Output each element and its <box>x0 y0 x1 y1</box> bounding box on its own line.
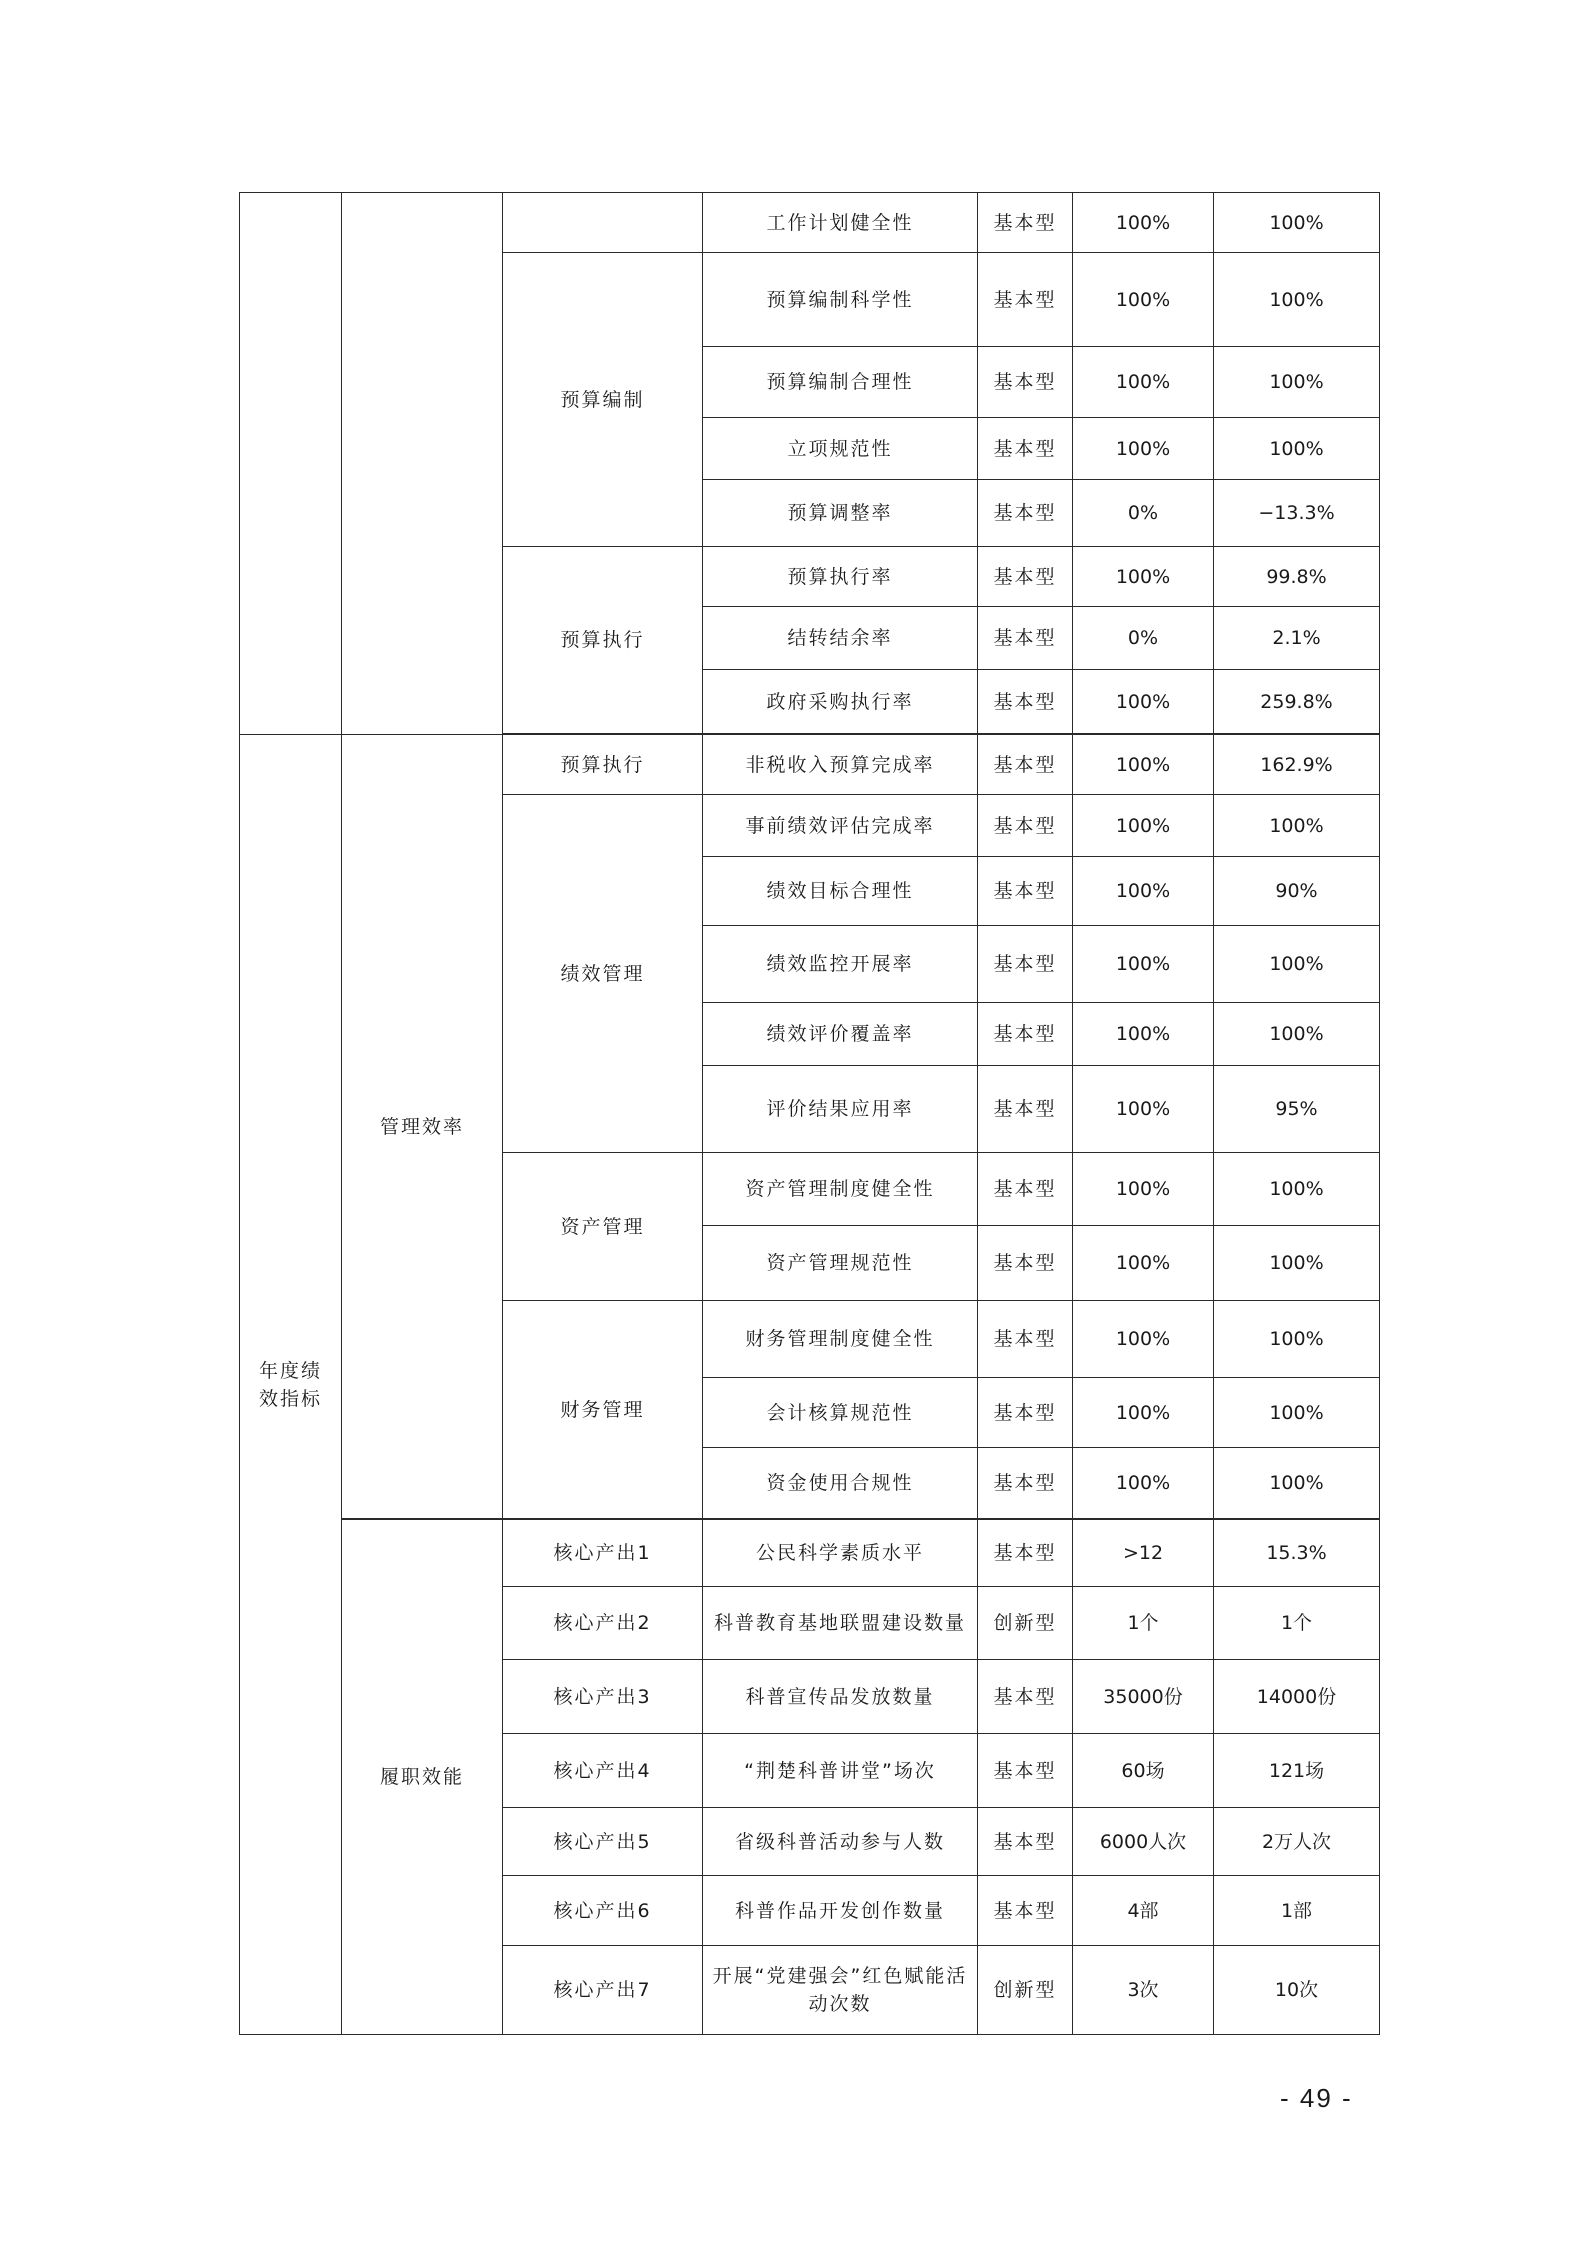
indicator-cell: 预算编制合理性 <box>703 347 978 418</box>
indicator-cell: 财务管理制度健全性 <box>703 1301 978 1378</box>
type-cell: 基本型 <box>978 607 1073 670</box>
group-finance-mgmt: 财务管理 <box>503 1301 703 1519</box>
target-cell: 0% <box>1073 607 1214 670</box>
target-cell: 100% <box>1073 1066 1214 1153</box>
target-cell: 100% <box>1073 795 1214 857</box>
level1-annual-indicators: 年度绩效指标 <box>240 735 342 2035</box>
indicator-cell: 科普教育基地联盟建设数量 <box>703 1587 978 1660</box>
page-number: - 49 - <box>1280 2083 1353 2113</box>
indicator-cell: 开展“党建强会”红色赋能活动次数 <box>703 1946 978 2035</box>
actual-cell: 100% <box>1214 1378 1380 1448</box>
indicator-cell: “荆楚科普讲堂”场次 <box>703 1734 978 1808</box>
indicator-cell: 工作计划健全性 <box>703 193 978 253</box>
target-cell: 4部 <box>1073 1876 1214 1946</box>
type-cell: 创新型 <box>978 1946 1073 2035</box>
type-cell: 创新型 <box>978 1587 1073 1660</box>
core-output-5: 核心产出5 <box>503 1808 703 1876</box>
type-cell: 基本型 <box>978 418 1073 480</box>
actual-cell: 14000份 <box>1214 1660 1380 1734</box>
core-output-7: 核心产出7 <box>503 1946 703 2035</box>
type-cell: 基本型 <box>978 857 1073 926</box>
type-cell: 基本型 <box>978 1226 1073 1301</box>
actual-cell: 15.3% <box>1214 1520 1380 1587</box>
type-cell: 基本型 <box>978 670 1073 734</box>
target-cell: 100% <box>1073 1378 1214 1448</box>
actual-cell: 100% <box>1214 1153 1380 1226</box>
type-cell: 基本型 <box>978 1066 1073 1153</box>
level3-cell-empty <box>503 193 703 253</box>
target-cell: 60场 <box>1073 1734 1214 1808</box>
type-cell: 基本型 <box>978 1153 1073 1226</box>
actual-cell: 100% <box>1214 1003 1380 1066</box>
type-cell: 基本型 <box>978 1378 1073 1448</box>
type-cell: 基本型 <box>978 1734 1073 1808</box>
actual-cell: 100% <box>1214 418 1380 480</box>
actual-cell: 162.9% <box>1214 735 1380 795</box>
core-output-6: 核心产出6 <box>503 1876 703 1946</box>
actual-cell: 2.1% <box>1214 607 1380 670</box>
target-cell: 0% <box>1073 480 1214 547</box>
group-asset-mgmt: 资产管理 <box>503 1153 703 1301</box>
target-cell: 1个 <box>1073 1587 1214 1660</box>
target-cell: >12 <box>1073 1520 1214 1587</box>
core-output-1: 核心产出1 <box>503 1520 703 1587</box>
performance-indicator-table <box>239 192 1380 2035</box>
core-output-4: 核心产出4 <box>503 1734 703 1808</box>
indicator-cell: 评价结果应用率 <box>703 1066 978 1153</box>
type-cell: 基本型 <box>978 795 1073 857</box>
level2-duty-effectiveness: 履职效能 <box>342 1520 503 2035</box>
type-cell: 基本型 <box>978 1301 1073 1378</box>
target-cell: 100% <box>1073 1448 1214 1519</box>
indicator-cell: 省级科普活动参与人数 <box>703 1808 978 1876</box>
indicator-cell: 绩效评价覆盖率 <box>703 1003 978 1066</box>
table-row <box>240 193 1380 253</box>
actual-cell: 100% <box>1214 253 1380 347</box>
target-cell: 100% <box>1073 857 1214 926</box>
target-cell: 100% <box>1073 253 1214 347</box>
indicator-cell: 非税收入预算完成率 <box>703 735 978 795</box>
group-perf-mgmt: 绩效管理 <box>503 795 703 1153</box>
type-cell: 基本型 <box>978 193 1073 253</box>
type-cell: 基本型 <box>978 735 1073 795</box>
actual-cell: 1个 <box>1214 1587 1380 1660</box>
type-cell: 基本型 <box>978 1808 1073 1876</box>
type-cell: 基本型 <box>978 1003 1073 1066</box>
level2-cell-empty <box>342 193 503 735</box>
indicator-cell: 绩效目标合理性 <box>703 857 978 926</box>
actual-cell: 100% <box>1214 1301 1380 1378</box>
target-cell: 100% <box>1073 347 1214 418</box>
type-cell: 基本型 <box>978 547 1073 607</box>
actual-cell: 90% <box>1214 857 1380 926</box>
actual-cell: 2万人次 <box>1214 1808 1380 1876</box>
actual-cell: 99.8% <box>1214 547 1380 607</box>
type-cell: 基本型 <box>978 253 1073 347</box>
indicator-cell: 科普作品开发创作数量 <box>703 1876 978 1946</box>
target-cell: 100% <box>1073 670 1214 734</box>
type-cell: 基本型 <box>978 1660 1073 1734</box>
target-cell: 100% <box>1073 735 1214 795</box>
actual-cell: 121场 <box>1214 1734 1380 1808</box>
type-cell: 基本型 <box>978 1876 1073 1946</box>
core-output-2: 核心产出2 <box>503 1587 703 1660</box>
indicator-cell: 资产管理制度健全性 <box>703 1153 978 1226</box>
target-cell: 3次 <box>1073 1946 1214 2035</box>
indicator-cell: 事前绩效评估完成率 <box>703 795 978 857</box>
table-row <box>240 1520 1380 1587</box>
indicator-cell: 资产管理规范性 <box>703 1226 978 1301</box>
actual-cell: 100% <box>1214 1226 1380 1301</box>
indicator-cell: 立项规范性 <box>703 418 978 480</box>
indicator-cell: 会计核算规范性 <box>703 1378 978 1448</box>
actual-cell: 100% <box>1214 193 1380 253</box>
level2-mgmt-efficiency: 管理效率 <box>342 735 503 1519</box>
type-cell: 基本型 <box>978 926 1073 1003</box>
target-cell: 100% <box>1073 1226 1214 1301</box>
target-cell: 100% <box>1073 418 1214 480</box>
actual-cell: 100% <box>1214 347 1380 418</box>
type-cell: 基本型 <box>978 1448 1073 1519</box>
indicator-cell: 公民科学素质水平 <box>703 1520 978 1587</box>
actual-cell: 100% <box>1214 926 1380 1003</box>
actual-cell: 1部 <box>1214 1876 1380 1946</box>
indicator-cell: 预算调整率 <box>703 480 978 547</box>
actual-cell: 259.8% <box>1214 670 1380 734</box>
level1-cell-empty <box>240 193 342 735</box>
actual-cell: −13.3% <box>1214 480 1380 547</box>
group-budget-exec: 预算执行 <box>503 547 703 734</box>
indicator-cell: 结转结余率 <box>703 607 978 670</box>
group-budget-compile: 预算编制 <box>503 253 703 547</box>
target-cell: 100% <box>1073 1301 1214 1378</box>
target-cell: 35000份 <box>1073 1660 1214 1734</box>
core-output-3: 核心产出3 <box>503 1660 703 1734</box>
actual-cell: 95% <box>1214 1066 1380 1153</box>
indicator-cell: 预算编制科学性 <box>703 253 978 347</box>
target-cell: 100% <box>1073 1003 1214 1066</box>
target-cell: 6000人次 <box>1073 1808 1214 1876</box>
indicator-cell: 科普宣传品发放数量 <box>703 1660 978 1734</box>
target-cell: 100% <box>1073 926 1214 1003</box>
group-budget-exec-2: 预算执行 <box>503 735 703 795</box>
target-cell: 100% <box>1073 547 1214 607</box>
target-cell: 100% <box>1073 193 1214 253</box>
type-cell: 基本型 <box>978 1520 1073 1587</box>
target-cell: 100% <box>1073 1153 1214 1226</box>
type-cell: 基本型 <box>978 347 1073 418</box>
indicator-cell: 资金使用合规性 <box>703 1448 978 1519</box>
indicator-cell: 绩效监控开展率 <box>703 926 978 1003</box>
actual-cell: 10次 <box>1214 1946 1380 2035</box>
type-cell: 基本型 <box>978 480 1073 547</box>
indicator-cell: 预算执行率 <box>703 547 978 607</box>
actual-cell: 100% <box>1214 795 1380 857</box>
table-row <box>240 735 1380 795</box>
indicator-cell: 政府采购执行率 <box>703 670 978 734</box>
actual-cell: 100% <box>1214 1448 1380 1519</box>
